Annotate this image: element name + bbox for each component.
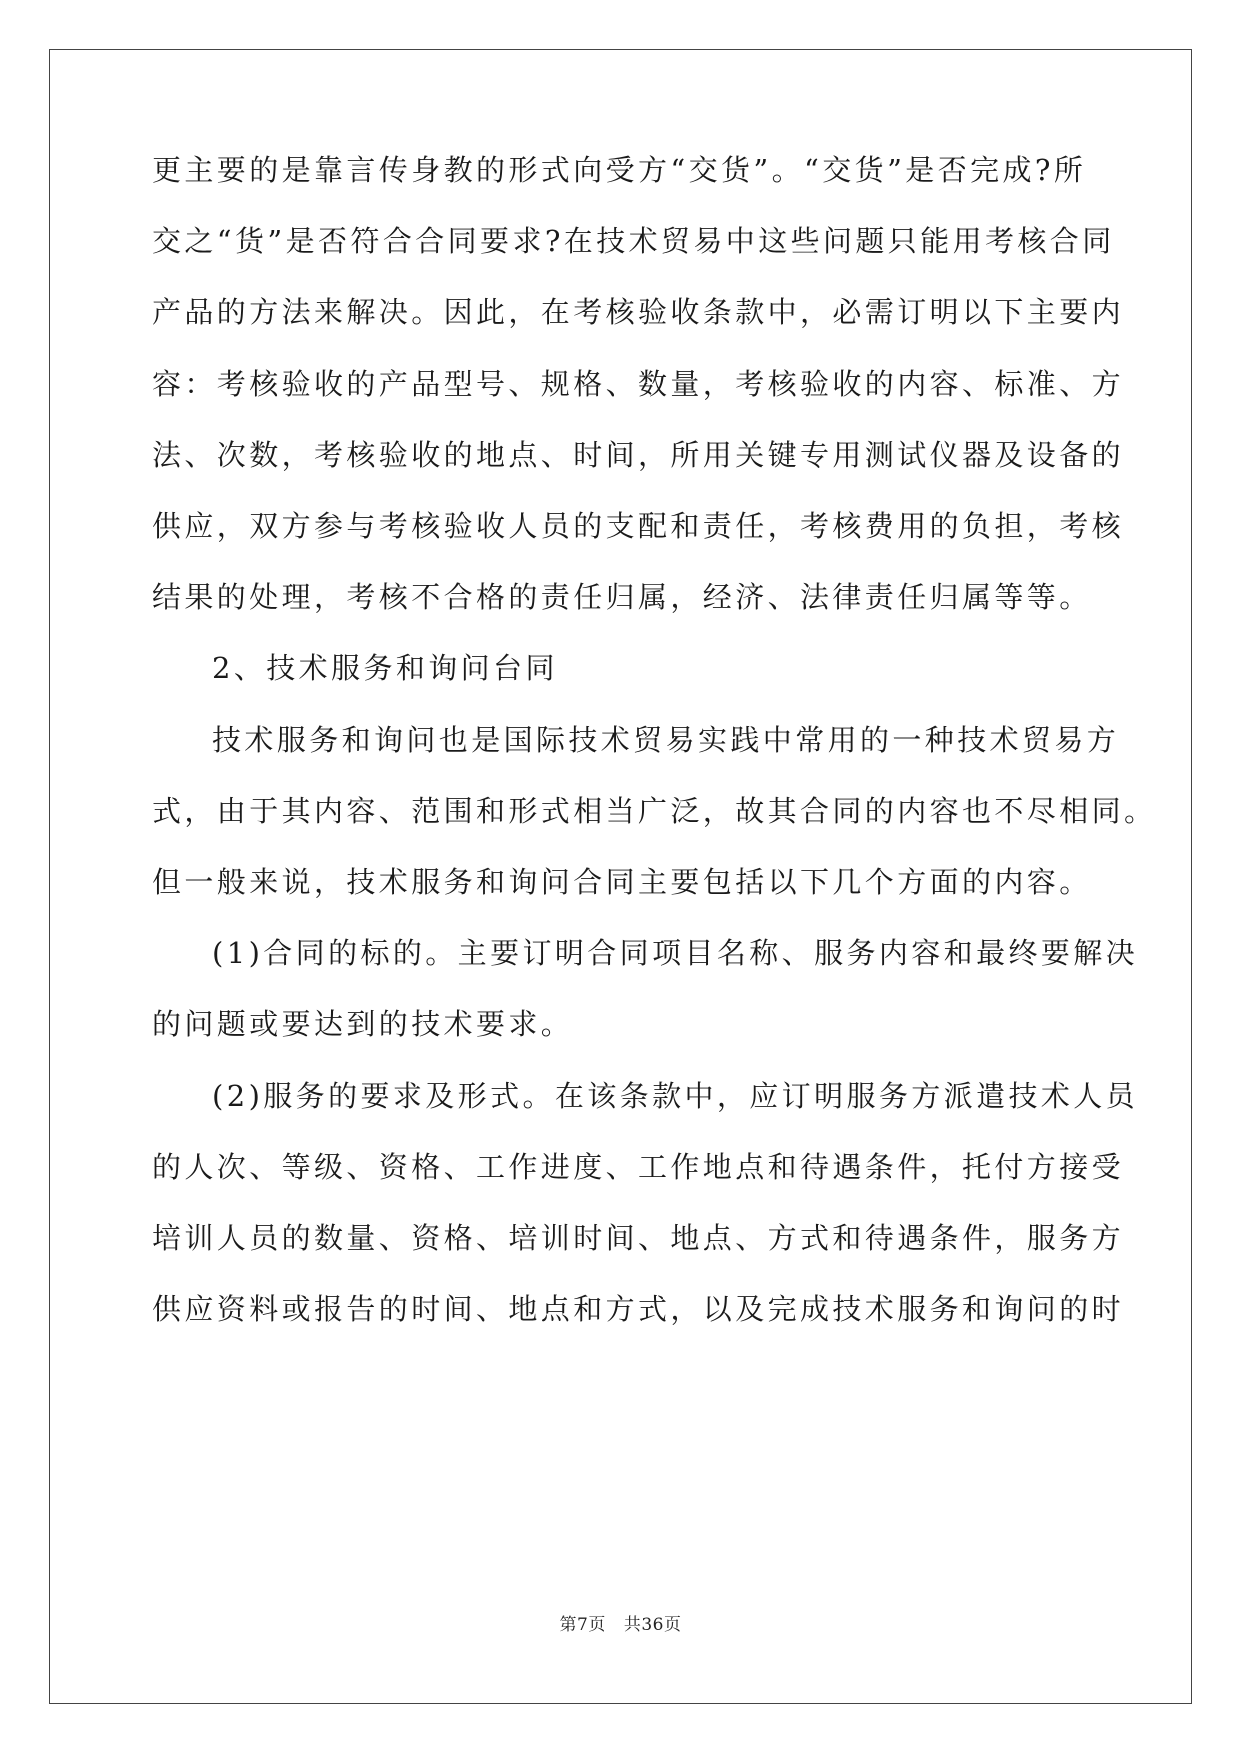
page-footer [0, 1610, 1241, 1635]
text-line: 供应，双方参与考核验收人员的支配和责任，考核费用的负担，考核 [152, 509, 1125, 543]
text-line: 培训人员的数量、资格、培训时间、地点、方式和待遇条件，服务方 [152, 1221, 1125, 1255]
section-heading: 2、技术服务和询问台同 [212, 651, 558, 685]
text-line: (2)服务的要求及形式。在该条款中，应订明服务方派遣技术人员 [212, 1079, 1139, 1113]
text-line: 式，由于其内容、范围和形式相当广泛，故其合同的内容也不尽相同。 [152, 794, 1157, 828]
text-line: 的问题或要达到的技术要求。 [152, 1007, 574, 1041]
text-line: 技术服务和询问也是国际技术贸易实践中常用的一种技术贸易方 [212, 723, 1120, 757]
page-total: 共36页 [623, 1615, 682, 1635]
text-line: 供应资料或报告的时间、地点和方式，以及完成技术服务和询问的时 [152, 1292, 1125, 1326]
text-line: 的人次、等级、资格、工作进度、工作地点和待遇条件，托付方接受 [152, 1150, 1125, 1184]
text-line: 产品的方法来解决。因此，在考核验收条款中，必需订明以下主要内 [152, 295, 1125, 329]
text-line: 交之“货”是否符合合同要求?在技术贸易中这些问题只能用考核合同 [152, 224, 1115, 258]
text-line: 但一般来说，技术服务和询问合同主要包括以下几个方面的内容。 [152, 865, 1092, 899]
text-line: 法、次数，考核验收的地点、时间，所用关键专用测试仪器及设备的 [152, 438, 1125, 472]
text-line: (1)合同的标的。主要订明合同项目名称、服务内容和最终要解决 [212, 936, 1139, 970]
page-number: 第7页 [559, 1615, 606, 1635]
text-line: 结果的处理，考核不合格的责任归属，经济、法律责任归属等等。 [152, 580, 1092, 614]
text-line: 更主要的是靠言传身教的形式向受方“交货”。“交货”是否完成?所 [152, 153, 1087, 187]
text-line: 容：考核验收的产品型号、规格、数量，考核验收的内容、标准、方 [152, 367, 1125, 401]
